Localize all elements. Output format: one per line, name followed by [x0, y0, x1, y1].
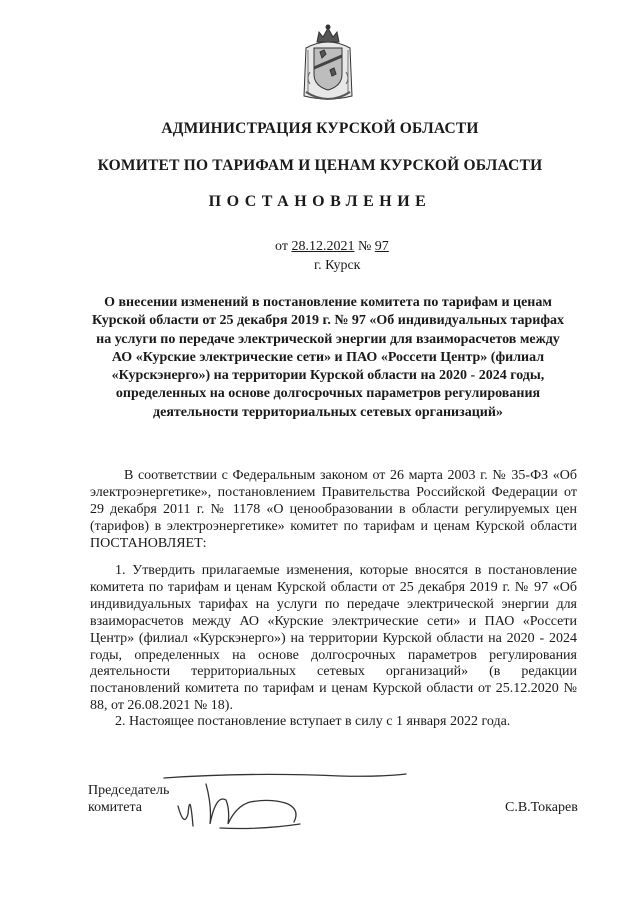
document-date: 28.12.2021: [291, 239, 355, 254]
document-number: 97: [374, 239, 389, 254]
signatory-title: [88, 782, 169, 816]
committee-heading: КОМИТЕТ ПО ТАРИФАМ И ЦЕНАМ КУРСКОЙ ОБЛАСТИ: [97, 157, 543, 174]
signatory-name: С.В.Токарев: [505, 800, 578, 815]
item-1-paragraph: 1. Утвердить прилагаемые изменения, которые вносятся в постановление комитета по тарифам и ценам Курской области от 25 декабря 2019 г. № 97 «Об индивидуальных тарифах на услуги по передаче электрической энергии для взаиморасчетов между АО «Курские электрические сети» и ПАО «Россети Центр» (филиал «Курскэнерго») на территории Курской области на 2020 - 2024 годы, определенных на основе долгосрочных параметров регулирования деятельности территориальных сетевых организаций» (в редакции постановлений комитета по тарифам и ценам Курской области от 25.12.2020 № 88, от 26.08.2021 № 18).: [90, 563, 577, 714]
date-number-line: [275, 239, 389, 255]
coat-of-arms-icon: [300, 22, 356, 102]
document-type-heading: ПОСТАНОВЛЕНИЕ: [208, 193, 432, 210]
signatory-title-line-1: Председатель: [88, 783, 170, 798]
item-2-paragraph: 2. Настоящее постановление вступает в силу с 1 января 2022 года.: [115, 714, 511, 729]
administration-heading: АДМИНИСТРАЦИЯ КУРСКОЙ ОБЛАСТИ: [161, 120, 479, 137]
city-line: г. Курск: [314, 258, 361, 273]
date-prefix: от: [275, 239, 288, 254]
document-title: О внесении изменений в постановление комитета по тарифам и ценам Курской области от 25 декабря 2019 г. № 97 «Об индивидуальных тарифах на услуги по передаче электрической энергии для взаиморасчетов между АО «Курские электрические сети» и ПАО «Россети Центр» (филиал «Курскэнерго») на территории Курской области на 2020 - 2024 годы, определенных на основе долгосрочных параметров регулирования деятельности территориальных сетевых организаций»: [91, 295, 565, 420]
preamble-paragraph: В соответствии с Федеральным законом от 26 марта 2003 г. № 35-ФЗ «Об электроэнергетике», постановлением Правительства Российской Федерации от 29 декабря 2011 г. № 1178 «О ценообразовании в области регулируемых цен (тарифов) в электроэнергетике» комитет по тарифам и ценам Курской области ПОСТАНОВЛЯЕТ:: [90, 468, 577, 551]
number-prefix: №: [357, 239, 372, 254]
handwritten-signature: [160, 766, 410, 836]
signatory-title-line-2: комитета: [88, 800, 143, 815]
